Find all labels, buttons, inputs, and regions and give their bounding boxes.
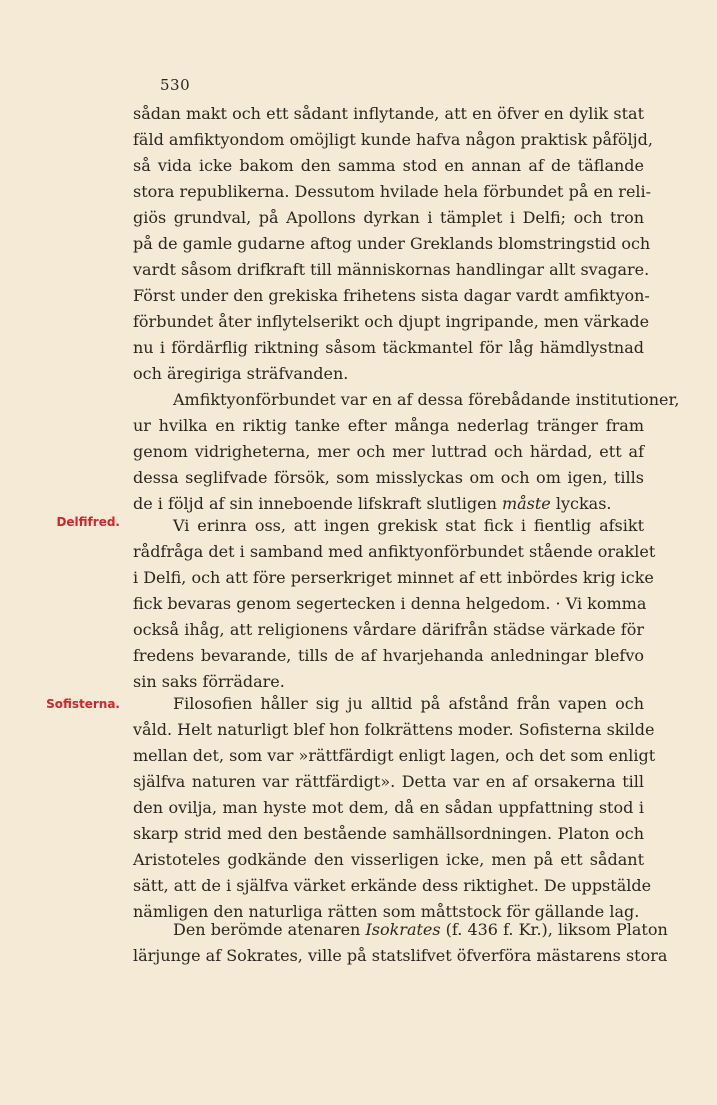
- text-line: förbundet åter inflytelserikt och djupt ingripande, men värkade: [133, 312, 650, 331]
- text-line: Först under den grekiska frihetens sista dagar vardt amfiktyon-: [133, 286, 650, 305]
- text-line: fredens bevarande, tills de af hvarjehanda anledningar blefvo: [133, 646, 644, 665]
- paragraph-4: [133, 691, 656, 925]
- text-segment: Den berömde atenaren: [173, 920, 366, 939]
- margin-note-sofisterna: Sofisterna.: [46, 697, 120, 711]
- text-segment: de i följd af sin inneboende lifskraft slutligen: [133, 494, 502, 513]
- text-line: och äregiriga sträfvanden.: [133, 364, 349, 383]
- text-line: mellan det, som var »rättfärdigt enligt lagen, och det som enligt: [133, 746, 656, 765]
- text-line: ur hvilka en riktig tanke efter många nederlag tränger fram: [133, 416, 644, 435]
- emphasized-name: Isokrates: [365, 920, 441, 939]
- text-segment: (f. 436 f. Kr.), liksom Platon: [440, 920, 668, 939]
- text-line: fick bevaras genom segertecken i denna helgedom. · Vi komma: [133, 594, 647, 613]
- text-line: våld. Helt naturligt blef hon folkrättens moder. Sofisterna skilde: [133, 720, 655, 739]
- emphasized-word: måste: [501, 494, 551, 513]
- text-line: dessa seglifvade försök, som misslyckas om och om igen, tills: [133, 468, 644, 487]
- text-line: fäld amfiktyondom omöjligt kunde hafva någon praktisk påföljd,: [133, 130, 653, 149]
- text-line: på de gamle gudarne aftog under Greklands blomstringstid och: [133, 234, 651, 253]
- page-number: 530: [160, 76, 191, 94]
- text-line: själfva naturen var rättfärdigt». Detta var en af orsakerna till: [133, 772, 644, 791]
- text-line: rådfråga det i samband med anfiktyonförbundet stående oraklet: [133, 542, 656, 561]
- text-line: den ovilja, man hyste mot dem, då en sådan uppfattning stod i: [133, 798, 644, 817]
- text-line: vardt såsom drifkraft till människornas handlingar allt svagare.: [133, 260, 650, 279]
- text-line: giös grundval, på Apollons dyrkan i tämplet i Delfi; och tron: [133, 208, 644, 227]
- text-line: Filosofien håller sig ju alltid på afstånd från vapen och: [173, 694, 644, 713]
- text-line: sätt, att de i själfva värket erkände dess riktighet. De uppstälde: [133, 876, 652, 895]
- paragraph-3: [133, 513, 656, 695]
- text-line: genom vidrigheterna, mer och mer luttrad och härdad, ett af: [133, 442, 644, 461]
- margin-note-delfifred: Delfifred.: [56, 515, 120, 529]
- text-line: nämligen den naturliga rätten som måttstock för gällande lag.: [133, 902, 640, 921]
- text-line: så vida icke bakom den samma stod en annan af de täflande: [133, 156, 644, 175]
- text-line: Vi erinra oss, att ingen grekisk stat fick i fientlig afsikt: [173, 516, 644, 535]
- text-line: lärjunge af Sokrates, ville på statslifvet öfverföra mästarens stora: [133, 946, 668, 965]
- paragraph-1: [133, 101, 653, 387]
- paragraph-2: [133, 387, 680, 517]
- text-line: sin saks förrädare.: [133, 672, 285, 691]
- text-segment: lyckas.: [550, 494, 612, 513]
- text-line: Aristoteles godkände den visserligen icke, men på ett sådant: [133, 850, 644, 869]
- text-line: i Delfi, och att före perserkriget minnet af ett inbördes krig icke: [133, 568, 654, 587]
- text-line: stora republikerna. Dessutom hvilade hela förbundet på en reli-: [133, 182, 652, 201]
- text-line: nu i fördärflig riktning såsom täckmantel för låg hämdlystnad: [133, 338, 644, 357]
- text-line: Amfiktyonförbundet var en af dessa förebådande institutioner,: [173, 390, 680, 409]
- text-line: också ihåg, att religionens vårdare därifrån städse värkade för: [133, 620, 644, 639]
- text-line: skarp strid med den bestående samhällsordningen. Platon och: [133, 824, 644, 843]
- paragraph-5: [133, 917, 668, 969]
- text-line: sådan makt och ett sådant inflytande, att en öfver en dylik stat: [133, 104, 644, 123]
- text-line: [133, 917, 668, 943]
